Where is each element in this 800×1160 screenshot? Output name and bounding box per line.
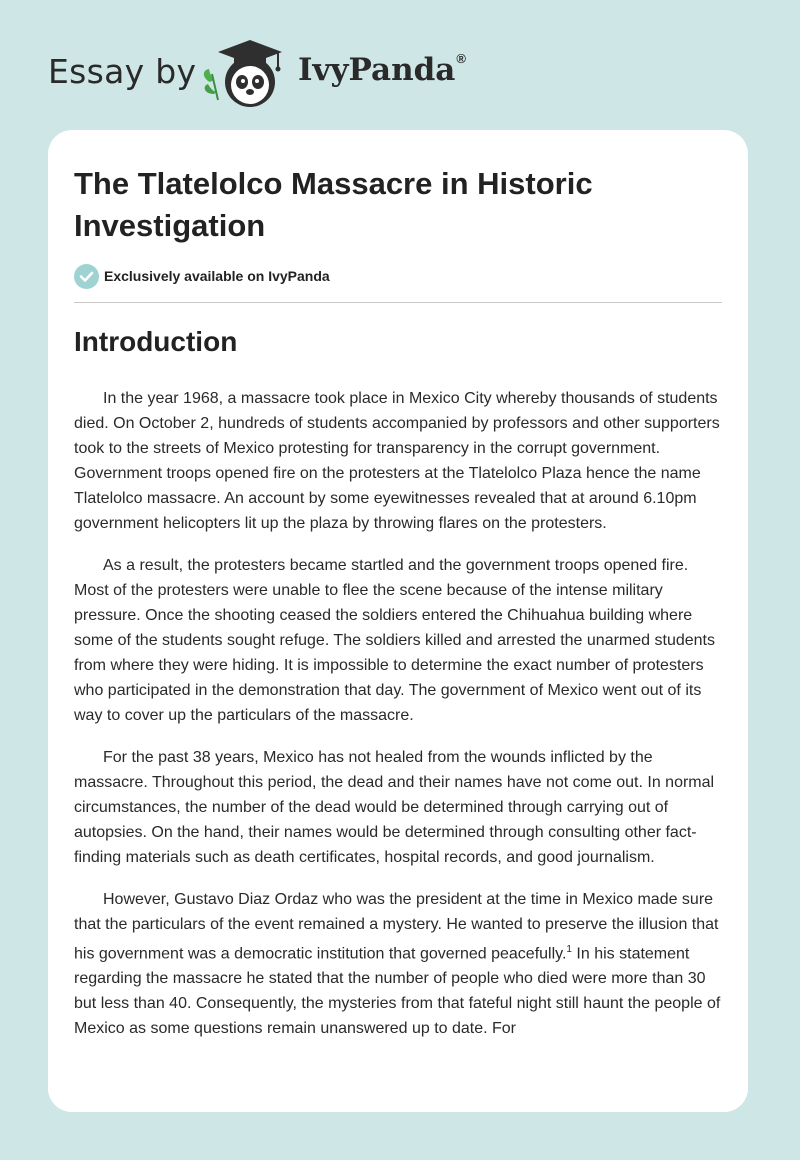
essay-card bbox=[48, 130, 748, 1112]
divider bbox=[74, 302, 722, 303]
essay-by-label: Essay by bbox=[48, 52, 197, 91]
footnote-marker[interactable]: 1 bbox=[566, 944, 572, 955]
exclusive-label: Exclusively available on IvyPanda bbox=[104, 268, 330, 284]
site-header bbox=[48, 34, 508, 110]
paragraph-text: In his statement regarding the massacre he stated that the number of people who died were more than 30 but less than 40. Consequently, the mysteries from that fateful night still haunt the people of Mexico as some questions remain unanswered up to date. For bbox=[74, 945, 721, 1038]
exclusive-badge bbox=[74, 263, 330, 289]
brand-name[interactable] bbox=[298, 52, 466, 88]
essay-title: The Tlatelolco Massacre in Historic Investigation bbox=[74, 166, 593, 243]
card-bottom-fade bbox=[48, 1072, 748, 1112]
essay-body bbox=[74, 386, 722, 1058]
paragraph-text: However, Gustavo Diaz Ordaz who was the president at the time in Mexico made sure that the particulars of the event remained a mystery. He wanted to preserve the illusion that his government was a democratic institution that governed peacefully. bbox=[74, 891, 719, 963]
checkmark-icon bbox=[74, 264, 99, 289]
paragraph: As a result, the protesters became startled and the government troops opened fire. Most of the protesters were unable to flee the scene because of the intense military pressure. Once the shooting ceased the soldiers entered the Chihuahua building where some of the students sought refuge. The soldiers killed and arrested the unarmed students from where they were hiding. It is impossible to determine the exact number of protesters who participated in the demonstration that day. The government of Mexico went out of its way to cover up the particulars of the massacre. bbox=[74, 557, 715, 724]
paragraph: In the year 1968, a massacre took place in Mexico City whereby thousands of students died. On October 2, hundreds of students accompanied by professors and other supporters took to the streets of Mexico protesting for transparency in the corrupt government. Government troops opened fire on the protesters at the Tlatelolco Plaza hence the name Tlatelolco massacre. An account by some eyewitnesses revealed that at around 6.10pm government helicopters lit up the plaza by throwing flares on the protesters. bbox=[74, 390, 720, 532]
registered-mark: ® bbox=[456, 50, 466, 66]
section-heading: Introduction bbox=[74, 326, 238, 357]
paragraph bbox=[74, 887, 722, 1041]
panda-logo-icon[interactable] bbox=[200, 34, 290, 110]
paragraph: For the past 38 years, Mexico has not healed from the wounds inflicted by the massacre. Throughout this period, the dead and their names have not come out. In normal circumstances, the number of the dead would be determined through carrying out of autopsies. On the hand, their names would be determined through consulting other fact-finding materials such as death certificates, hospital records, and good journalism. bbox=[74, 749, 715, 866]
brand-label: IvyPanda bbox=[298, 52, 456, 88]
